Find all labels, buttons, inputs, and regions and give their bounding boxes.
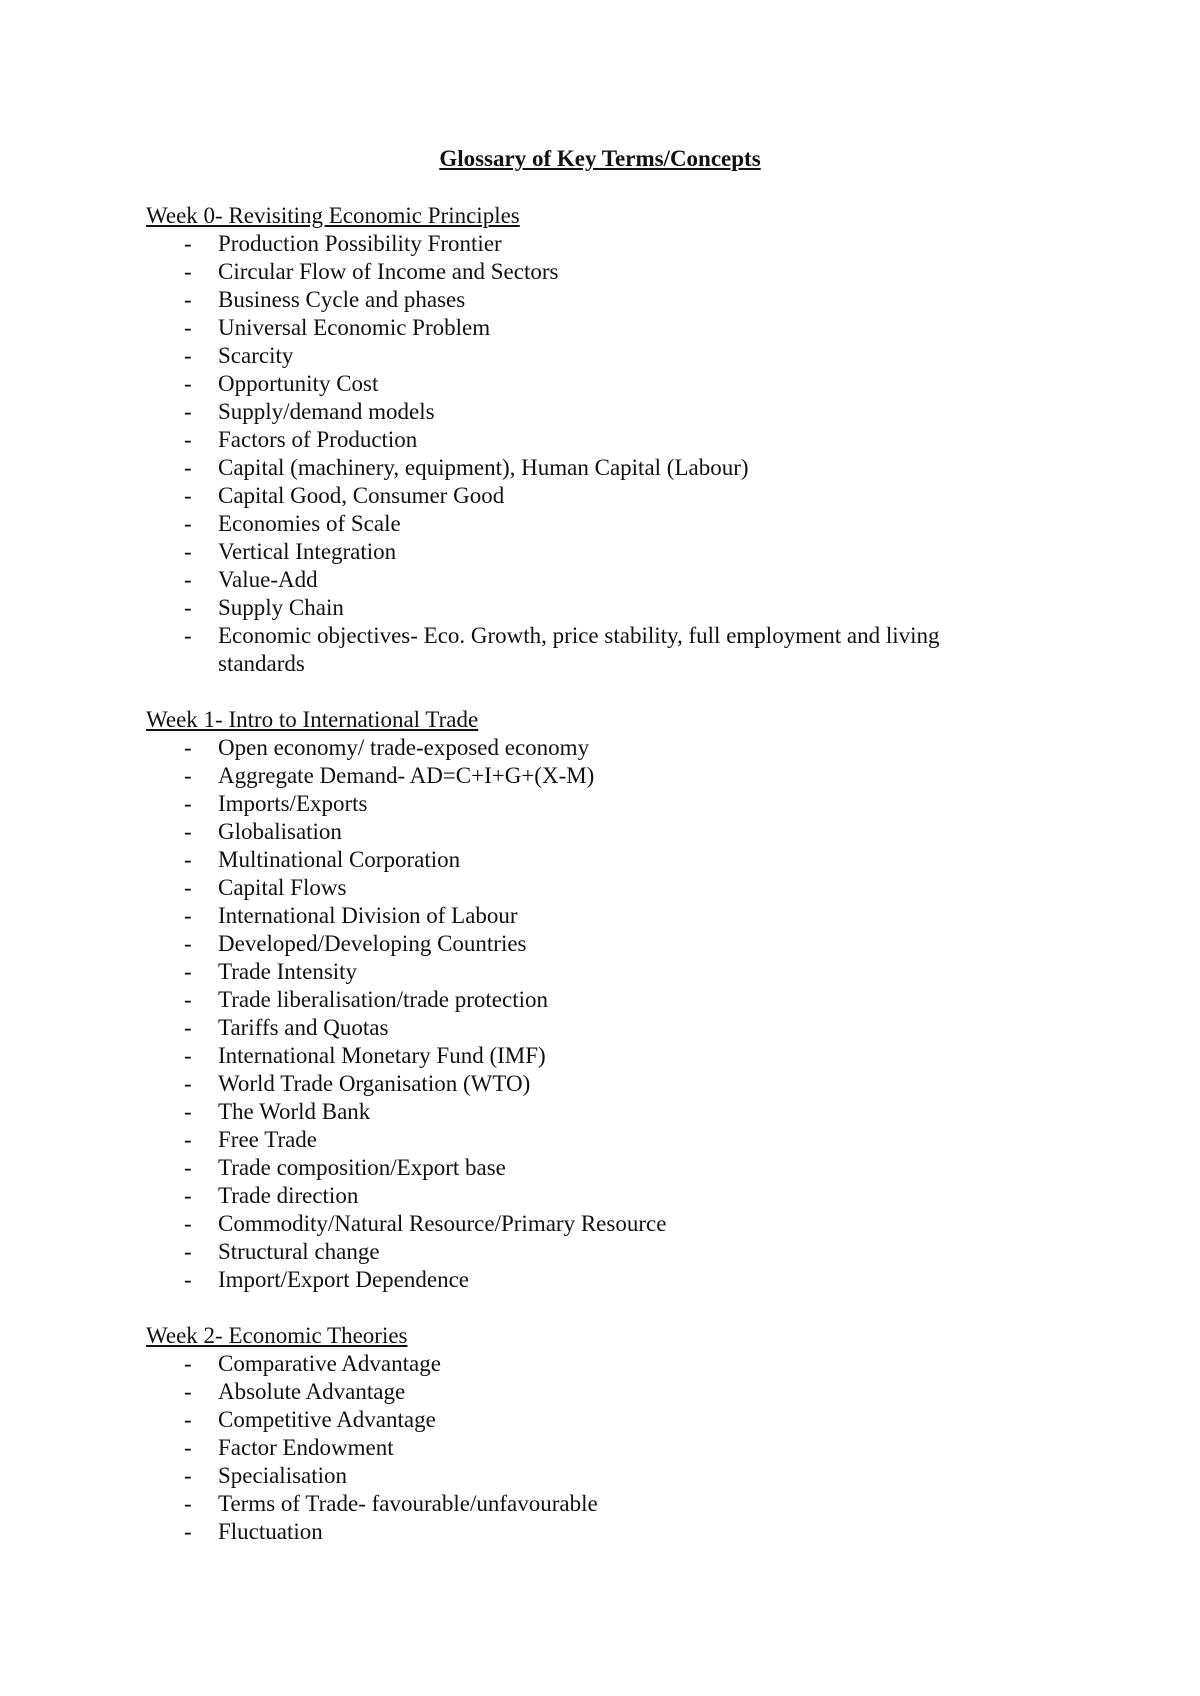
term-item <box>146 594 1046 622</box>
dash-bullet: - <box>184 959 192 984</box>
term-text: Aggregate Demand- AD=C+I+G+(X-M) <box>218 763 595 788</box>
dash-bullet: - <box>184 1463 192 1488</box>
dash-bullet: - <box>184 1379 192 1404</box>
dash-bullet: - <box>184 371 192 396</box>
term-text: Factor Endowment <box>218 1435 394 1460</box>
term-text: Trade liberalisation/trade protection <box>218 987 548 1012</box>
section-heading: Week 2- Economic Theories <box>146 1323 408 1348</box>
dash-bullet: - <box>184 287 192 312</box>
term-item <box>146 874 1046 902</box>
term-item <box>146 1350 1046 1378</box>
term-text: Terms of Trade- favourable/unfavourable <box>218 1491 598 1516</box>
term-item <box>146 426 1046 454</box>
term-text: Capital Flows <box>218 875 347 900</box>
term-text: Structural change <box>218 1239 380 1264</box>
section-week-2 <box>146 1322 1046 1546</box>
term-text: International Monetary Fund (IMF) <box>218 1043 546 1068</box>
term-item <box>146 958 1046 986</box>
term-text: Tariffs and Quotas <box>218 1015 389 1040</box>
term-item <box>146 902 1046 930</box>
section-heading: Week 1- Intro to International Trade <box>146 707 479 732</box>
dash-bullet: - <box>184 1071 192 1096</box>
term-text: Economies of Scale <box>218 511 401 536</box>
dash-bullet: - <box>184 455 192 480</box>
term-item <box>146 1042 1046 1070</box>
term-item <box>146 1070 1046 1098</box>
term-text: Opportunity Cost <box>218 371 379 396</box>
dash-bullet: - <box>184 1435 192 1460</box>
dash-bullet: - <box>184 987 192 1012</box>
term-text: Economic objectives- Eco. Growth, price stability, full employment and living standards <box>218 623 940 676</box>
dash-bullet: - <box>184 1043 192 1068</box>
term-text: Trade direction <box>218 1183 359 1208</box>
term-text: The World Bank <box>218 1099 371 1124</box>
term-item <box>146 258 1046 286</box>
term-text: Vertical Integration <box>218 539 397 564</box>
term-text: Supply/demand models <box>218 399 435 424</box>
term-item <box>146 1462 1046 1490</box>
term-item <box>146 1434 1046 1462</box>
dash-bullet: - <box>184 1155 192 1180</box>
dash-bullet: - <box>184 931 192 956</box>
dash-bullet: - <box>184 483 192 508</box>
dash-bullet: - <box>184 1267 192 1292</box>
term-item <box>146 538 1046 566</box>
dash-bullet: - <box>184 399 192 424</box>
section-week-1 <box>146 706 1046 1294</box>
dash-bullet: - <box>184 1099 192 1124</box>
dash-bullet: - <box>184 259 192 284</box>
term-text: Trade composition/Export base <box>218 1155 506 1180</box>
dash-bullet: - <box>184 1239 192 1264</box>
term-item <box>146 454 1046 482</box>
term-item <box>146 1098 1046 1126</box>
dash-bullet: - <box>184 1351 192 1376</box>
dash-bullet: - <box>184 903 192 928</box>
term-item <box>146 846 1046 874</box>
term-text: Fluctuation <box>218 1519 323 1544</box>
term-text: Absolute Advantage <box>218 1379 406 1404</box>
term-item <box>146 1182 1046 1210</box>
dash-bullet: - <box>184 343 192 368</box>
term-item <box>146 1518 1046 1546</box>
term-text: Multinational Corporation <box>218 847 461 872</box>
term-text: Imports/Exports <box>218 791 368 816</box>
term-item <box>146 1154 1046 1182</box>
dash-bullet: - <box>184 595 192 620</box>
term-text: Factors of Production <box>218 427 418 452</box>
term-text: World Trade Organisation (WTO) <box>218 1071 531 1096</box>
dash-bullet: - <box>184 875 192 900</box>
dash-bullet: - <box>184 1519 192 1544</box>
term-item <box>146 314 1046 342</box>
dash-bullet: - <box>184 427 192 452</box>
term-text: Circular Flow of Income and Sectors <box>218 259 559 284</box>
term-item <box>146 1126 1046 1154</box>
term-item <box>146 762 1046 790</box>
dash-bullet: - <box>184 791 192 816</box>
dash-bullet: - <box>184 1211 192 1236</box>
term-item <box>146 818 1046 846</box>
section-heading: Week 0- Revisiting Economic Principles <box>146 203 520 228</box>
term-item <box>146 370 1046 398</box>
dash-bullet: - <box>184 1183 192 1208</box>
term-item <box>146 986 1046 1014</box>
term-item <box>146 1014 1046 1042</box>
dash-bullet: - <box>184 315 192 340</box>
term-item <box>146 734 1046 762</box>
term-text: Globalisation <box>218 819 342 844</box>
term-text: Capital Good, Consumer Good <box>218 483 505 508</box>
term-list <box>146 230 1046 678</box>
term-text: Import/Export Dependence <box>218 1267 469 1292</box>
term-text: Comparative Advantage <box>218 1351 441 1376</box>
term-item <box>146 286 1046 314</box>
term-text: Free Trade <box>218 1127 318 1152</box>
dash-bullet: - <box>184 1491 192 1516</box>
term-item <box>146 1210 1046 1238</box>
dash-bullet: - <box>184 847 192 872</box>
dash-bullet: - <box>184 231 192 256</box>
term-item <box>146 622 1046 678</box>
term-item <box>146 1406 1046 1434</box>
term-text: Competitive Advantage <box>218 1407 436 1432</box>
dash-bullet: - <box>184 567 192 592</box>
dash-bullet: - <box>184 539 192 564</box>
term-text: Production Possibility Frontier <box>218 231 502 256</box>
term-item <box>146 1238 1046 1266</box>
dash-bullet: - <box>184 1407 192 1432</box>
term-list <box>146 734 1046 1294</box>
dash-bullet: - <box>184 511 192 536</box>
term-text: Specialisation <box>218 1463 348 1488</box>
document-title: Glossary of Key Terms/Concepts <box>439 146 761 171</box>
term-item <box>146 342 1046 370</box>
term-text: Developed/Developing Countries <box>218 931 527 956</box>
dash-bullet: - <box>184 1127 192 1152</box>
dash-bullet: - <box>184 819 192 844</box>
term-text: Commodity/Natural Resource/Primary Resource <box>218 1211 667 1236</box>
dash-bullet: - <box>184 623 192 648</box>
term-item <box>146 1490 1046 1518</box>
dash-bullet: - <box>184 1015 192 1040</box>
section-week-0 <box>146 202 1046 678</box>
term-item <box>146 230 1046 258</box>
dash-bullet: - <box>184 763 192 788</box>
dash-bullet: - <box>184 735 192 760</box>
term-text: Open economy/ trade-exposed economy <box>218 735 590 760</box>
term-text: Business Cycle and phases <box>218 287 466 312</box>
term-text: International Division of Labour <box>218 903 518 928</box>
term-text: Supply Chain <box>218 595 344 620</box>
term-item <box>146 482 1046 510</box>
term-text: Universal Economic Problem <box>218 315 491 340</box>
term-item <box>146 1266 1046 1294</box>
term-item <box>146 1378 1046 1406</box>
term-item <box>146 398 1046 426</box>
term-list <box>146 1350 1046 1546</box>
term-text: Value-Add <box>218 567 318 592</box>
term-item <box>146 930 1046 958</box>
term-text: Trade Intensity <box>218 959 358 984</box>
term-item <box>146 566 1046 594</box>
term-item <box>146 790 1046 818</box>
term-item <box>146 510 1046 538</box>
term-text: Scarcity <box>218 343 294 368</box>
term-text: Capital (machinery, equipment), Human Capital (Labour) <box>218 455 749 480</box>
